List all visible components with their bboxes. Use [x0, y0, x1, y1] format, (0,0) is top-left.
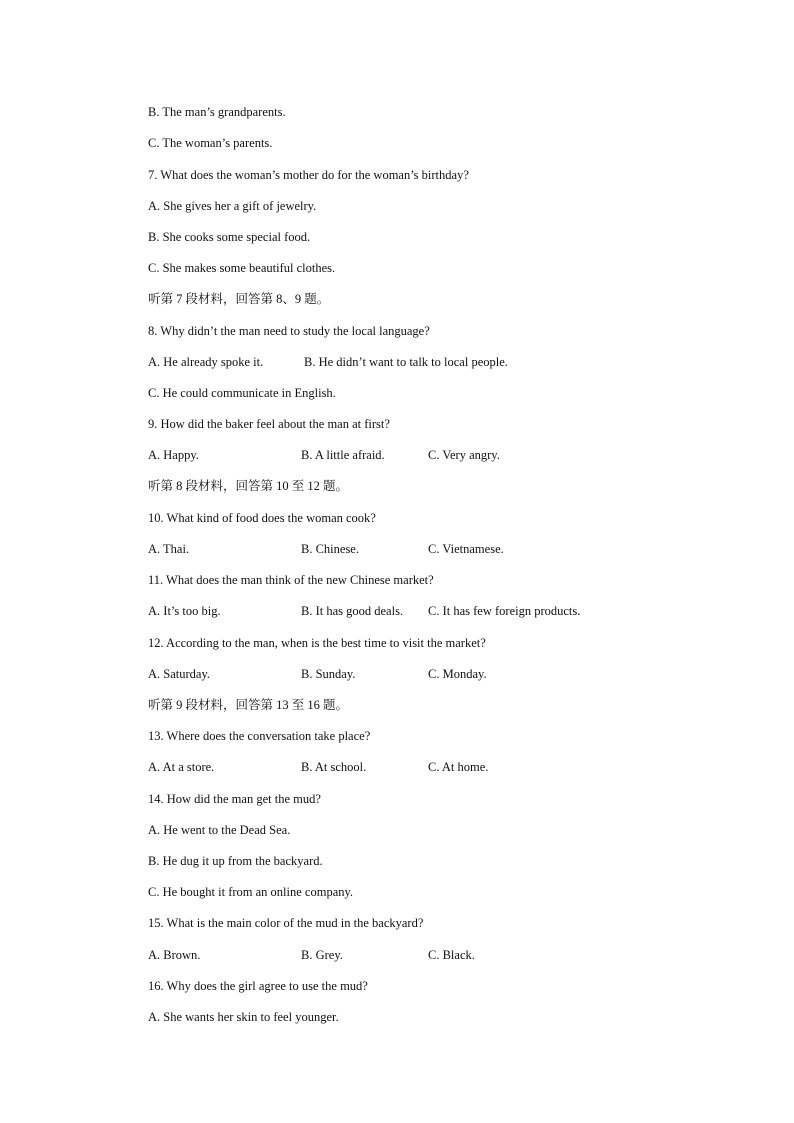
option-a: A. He already spoke it. [148, 355, 264, 369]
option-line: B. The man’s grandparents. [148, 105, 286, 119]
option-a: A. Happy. [148, 448, 199, 462]
option-line: B. She cooks some special food. [148, 230, 311, 244]
option-c: C. Vietnamese. [428, 542, 504, 556]
option-b: B. Chinese. [301, 542, 359, 556]
section-instruction: 听第 7 段材料，回答第 8、9 题。 [148, 292, 330, 306]
question-13: 13. Where does the conversation take place? [148, 729, 371, 743]
option-a: A. At a store. [148, 760, 215, 774]
option-line: A. She gives her a gift of jewelry. [148, 199, 317, 213]
question-16: 16. Why does the girl agree to use the mud? [148, 979, 368, 993]
option-line: C. He bought it from an online company. [148, 885, 354, 899]
question-11: 11. What does the man think of the new Chinese market? [148, 573, 434, 587]
option-b: B. He didn’t want to talk to local people. [304, 355, 508, 369]
option-line: A. She wants her skin to feel younger. [148, 1010, 339, 1024]
option-c: C. Black. [428, 948, 475, 962]
option-a: A. It’s too big. [148, 604, 221, 618]
section-instruction: 听第 8 段材料，回答第 10 至 12 题。 [148, 479, 349, 493]
section-instruction: 听第 9 段材料，回答第 13 至 16 题。 [148, 698, 349, 712]
option-c: C. Monday. [428, 667, 487, 681]
option-c: C. Very angry. [428, 448, 500, 462]
question-9: 9. How did the baker feel about the man at first? [148, 417, 390, 431]
question-10: 10. What kind of food does the woman cook? [148, 511, 376, 525]
option-b: B. Sunday. [301, 667, 356, 681]
option-c: C. It has few foreign products. [428, 604, 581, 618]
option-line: A. He went to the Dead Sea. [148, 823, 291, 837]
option-line: C. The woman’s parents. [148, 136, 273, 150]
option-a: A. Brown. [148, 948, 201, 962]
option-line: C. She makes some beautiful clothes. [148, 261, 336, 275]
option-c: C. At home. [428, 760, 489, 774]
option-line: C. He could communicate in English. [148, 386, 336, 400]
question-7: 7. What does the woman’s mother do for the woman’s birthday? [148, 168, 469, 182]
question-12: 12. According to the man, when is the best time to visit the market? [148, 636, 486, 650]
option-a: A. Saturday. [148, 667, 211, 681]
option-b: B. Grey. [301, 948, 343, 962]
option-b: B. It has good deals. [301, 604, 404, 618]
question-8: 8. Why didn’t the man need to study the local language? [148, 324, 430, 338]
option-b: B. A little afraid. [301, 448, 385, 462]
question-15: 15. What is the main color of the mud in the backyard? [148, 916, 424, 930]
option-a: A. Thai. [148, 542, 190, 556]
option-line: B. He dug it up from the backyard. [148, 854, 323, 868]
option-b: B. At school. [301, 760, 367, 774]
question-14: 14. How did the man get the mud? [148, 792, 321, 806]
